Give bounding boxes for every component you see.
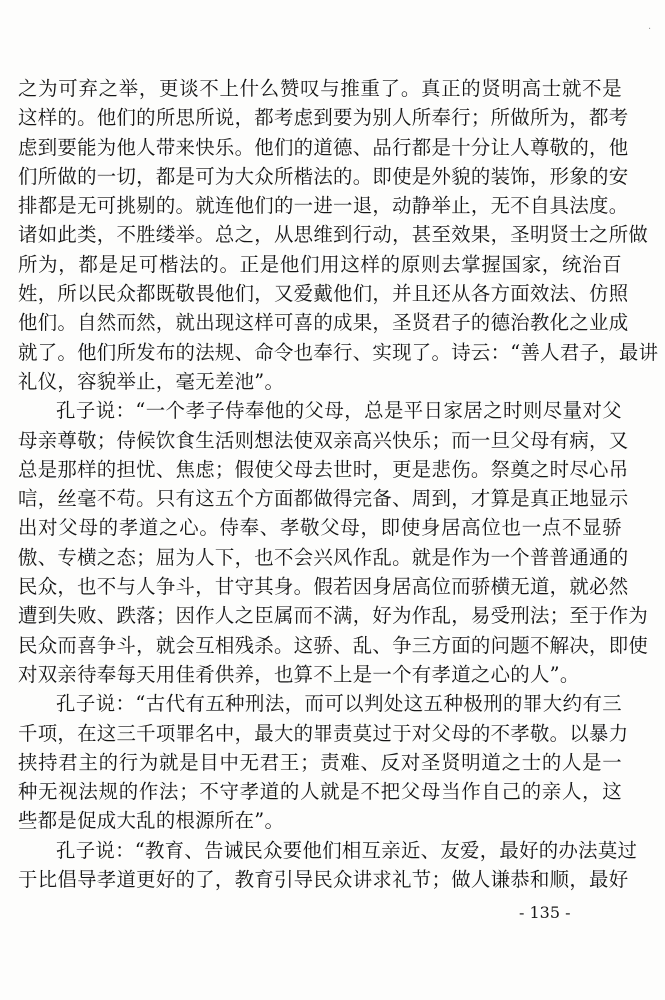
text-line: 母亲尊敬；侍候饮食生活则想法使双亲高兴快乐；而一旦父母有病，又 — [18, 428, 629, 452]
text-line: 民众，也不与人争斗，甘守其身。假若因身居高位而骄横无道，就必然 — [18, 575, 629, 599]
body-text — [18, 74, 659, 894]
text-line: 排都是无可挑剔的。就连他们的一进一退，动静举止，无不自具法度。 — [18, 194, 629, 218]
text-line: 种无视法规的作法；不守孝道的人就是不把父母当作自己的亲人，这 — [18, 780, 622, 804]
text-line: 孔子说：“一个孝子侍奉他的父母，总是平日家居之时则尽量对父 — [56, 399, 622, 423]
paragraph-4 — [18, 836, 638, 895]
page-edge-mark: · — [648, 24, 652, 35]
text-line: 于比倡导孝道更好的了，教育引导民众讲求礼节；做人谦恭和顺，最好 — [18, 868, 629, 892]
text-line: 孔子说：“古代有五种刑法，而可以判处这五种极刑的罪大约有三 — [56, 692, 622, 716]
text-line: 对双亲待奉每天用佳肴供养，也算不上是一个有孝道之心的人”。 — [18, 662, 580, 686]
text-line: 遭到失败、跌落；因作人之臣属而不满，好为作乱，易受刑法；至于作为 — [18, 604, 649, 628]
page-number: - 135 - — [519, 903, 571, 922]
text-line: 姓，所以民众都既敬畏他们，又爱戴他们，并且还从各方面效法、仿照 — [18, 282, 629, 306]
text-line: 礼仪，容貌举止，毫无差池”。 — [18, 369, 285, 393]
text-line: 民众而喜争斗，就会互相残杀。这骄、乱、争三方面的问题不解决，即使 — [18, 633, 649, 657]
paragraph-1 — [18, 74, 659, 396]
text-line: 唁，丝毫不苟。只有这五个方面都做得完备、周到，才算是真正地显示 — [18, 487, 629, 511]
text-line: 之为可弃之举，更谈不上什么赞叹与推重了。真正的贤明高士就不是 — [18, 77, 622, 100]
text-line: 他们。自然而然，就出现这样可喜的成果，圣贤君子的德治教化之业成 — [18, 311, 629, 335]
text-line: 就了。他们所发布的法规、命令也奉行、实现了。诗云：“善人君子，最讲 — [18, 340, 659, 364]
text-line: 些都是促成大乱的根源所在”。 — [18, 809, 285, 833]
text-line: 傲、专横之态；屈为人下，也不会兴风作乱。就是作为一个普普通通的 — [18, 545, 629, 569]
text-line: 孔子说：“教育、告诫民众要他们相互亲近、友爱，最好的办法莫过 — [56, 838, 638, 862]
text-line: 挟持君主的行为就是目中无君王；责难、反对圣贤明道之士的人是一 — [18, 750, 622, 774]
text-line: 虑到要能为他人带来快乐。他们的道德、品行都是十分让人尊敬的，他 — [18, 135, 629, 159]
text-line: 们所做的一切，都是可为大众所楷法的。即使是外貌的装饰，形象的安 — [18, 164, 629, 188]
text-line: 所为，都是足可楷法的。正是他们用这样的原则去掌握国家，统治百 — [18, 252, 622, 276]
text-line: 这样的。他们的所思所说，都考虑到要为别人所奉行；所做所为，都考 — [18, 106, 629, 130]
paragraph-3 — [18, 689, 629, 835]
text-line: 千项，在这三千项罪名中，最大的罪责莫过于对父母的不孝敬。以暴力 — [18, 721, 629, 745]
paragraph-2 — [18, 396, 649, 689]
text-line: 总是那样的担忧、焦虑；假使父母去世时，更是悲伤。祭奠之时尽心吊 — [18, 457, 629, 481]
text-line: 出对父母的孝道之心。侍奉、孝敬父母，即使身居高位也一点不显骄 — [18, 516, 622, 540]
text-line: 诸如此类，不胜缕举。总之，从思维到行动，甚至效果，圣明贤士之所做 — [18, 223, 649, 247]
